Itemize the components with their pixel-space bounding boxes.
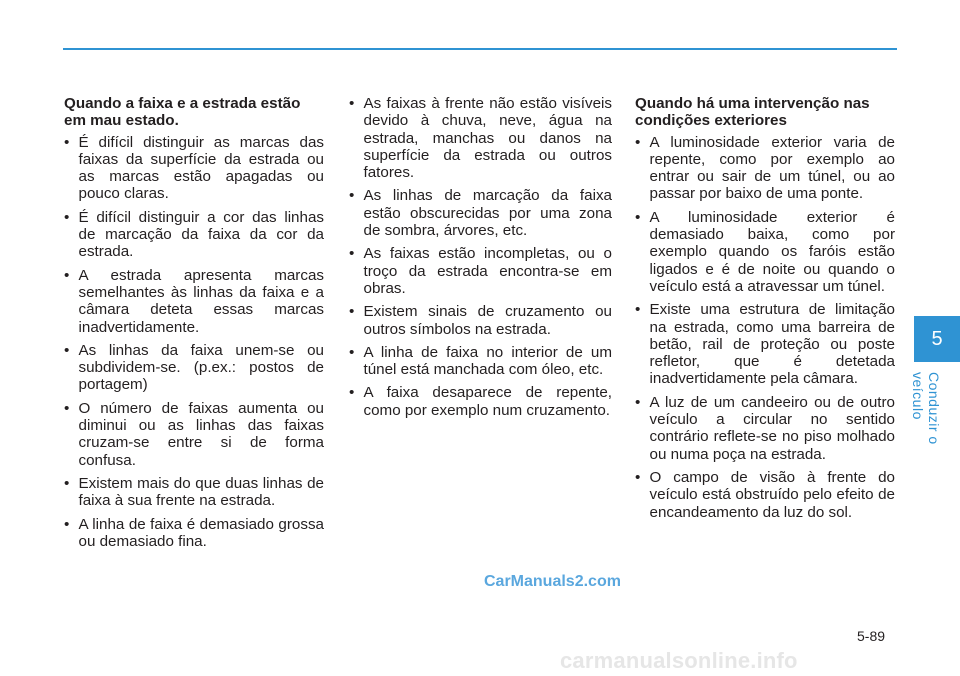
top-divider [63, 48, 897, 50]
list-item: • A linha de faixa no interior de um túnel está manchada com óleo, etc. [349, 344, 612, 379]
list-item: • Existe uma estrutura de limitação na estrada, como uma barreira de betão, rail de proteção ou poste refletor, que é detetada inadvertidamente pela câmara. [635, 301, 895, 387]
column-left [64, 95, 324, 556]
list-item: • As linhas da faixa unem-se ou subdividem-se. (p.ex.: postos de portagem) [64, 342, 324, 394]
list-item: • O campo de visão à frente do veículo está obstruído pelo efeito de encandeamento da luz do sol. [635, 469, 895, 521]
list-item: • A faixa desaparece de repente, como por exemplo num cruzamento. [349, 384, 612, 419]
list-item: • O número de faixas aumenta ou diminui ou as linhas das faixas cruzam-se entre si de forma confusa. [64, 400, 324, 469]
chapter-number-tab: 5 [914, 316, 960, 362]
section-heading: Quando há uma intervenção nas condições exteriores [635, 95, 870, 130]
chapter-title: Conduzir o veículo [910, 372, 942, 445]
list-item: • As faixas estão incompletas, ou o troço da estrada encontra-se em obras. [349, 245, 612, 297]
footer-watermark: carmanualsonline.info [560, 648, 798, 673]
list-item: • É difícil distinguir a cor das linhas de marcação da faixa da cor da estrada. [64, 209, 324, 261]
list-item: • Existem mais do que duas linhas de faixa à sua frente na estrada. [64, 475, 324, 510]
list-item: • As faixas à frente não estão visíveis devido à chuva, neve, água na estrada, manchas ou danos na superfície da estrada ou outros fatores. [349, 95, 612, 181]
list-item: • A estrada apresenta marcas semelhantes às linhas da faixa e a câmara deteta essas marcas inadvertidamente. [64, 267, 324, 336]
column-middle [349, 95, 612, 425]
list-item: • As linhas de marcação da faixa estão obscurecidas por uma zona de sombra, árvores, etc. [349, 187, 612, 239]
section-heading: Quando a faixa e a estrada estão em mau estado. [64, 95, 301, 130]
bullet-list [64, 134, 324, 551]
list-item: • A luz de um candeeiro ou de outro veículo a circular no sentido contrário reflete-se no piso molhado ou numa poça na estrada. [635, 394, 895, 463]
bullet-list [635, 134, 895, 521]
list-item: • A luminosidade exterior varia de repente, como por exemplo ao entrar ou sair de um túnel, ou ao passar por baixo de uma ponte. [635, 134, 895, 203]
page-number: 5-89 [857, 628, 886, 644]
column-right [635, 95, 895, 527]
list-item: • A linha de faixa é demasiado grossa ou demasiado fina. [64, 516, 324, 551]
list-item: • A luminosidade exterior é demasiado baixa, como por exemplo quando os faróis estão ligados e é de noite ou quando o veículo está a atravessar um túnel. [635, 209, 895, 295]
watermark-link[interactable]: CarManuals2.com [484, 573, 621, 590]
list-item: • É difícil distinguir as marcas das faixas da superfície da estrada ou as marcas estão apagadas ou pouco claras. [64, 134, 324, 203]
bullet-list [349, 95, 612, 419]
list-item: • Existem sinais de cruzamento ou outros símbolos na estrada. [349, 303, 612, 338]
